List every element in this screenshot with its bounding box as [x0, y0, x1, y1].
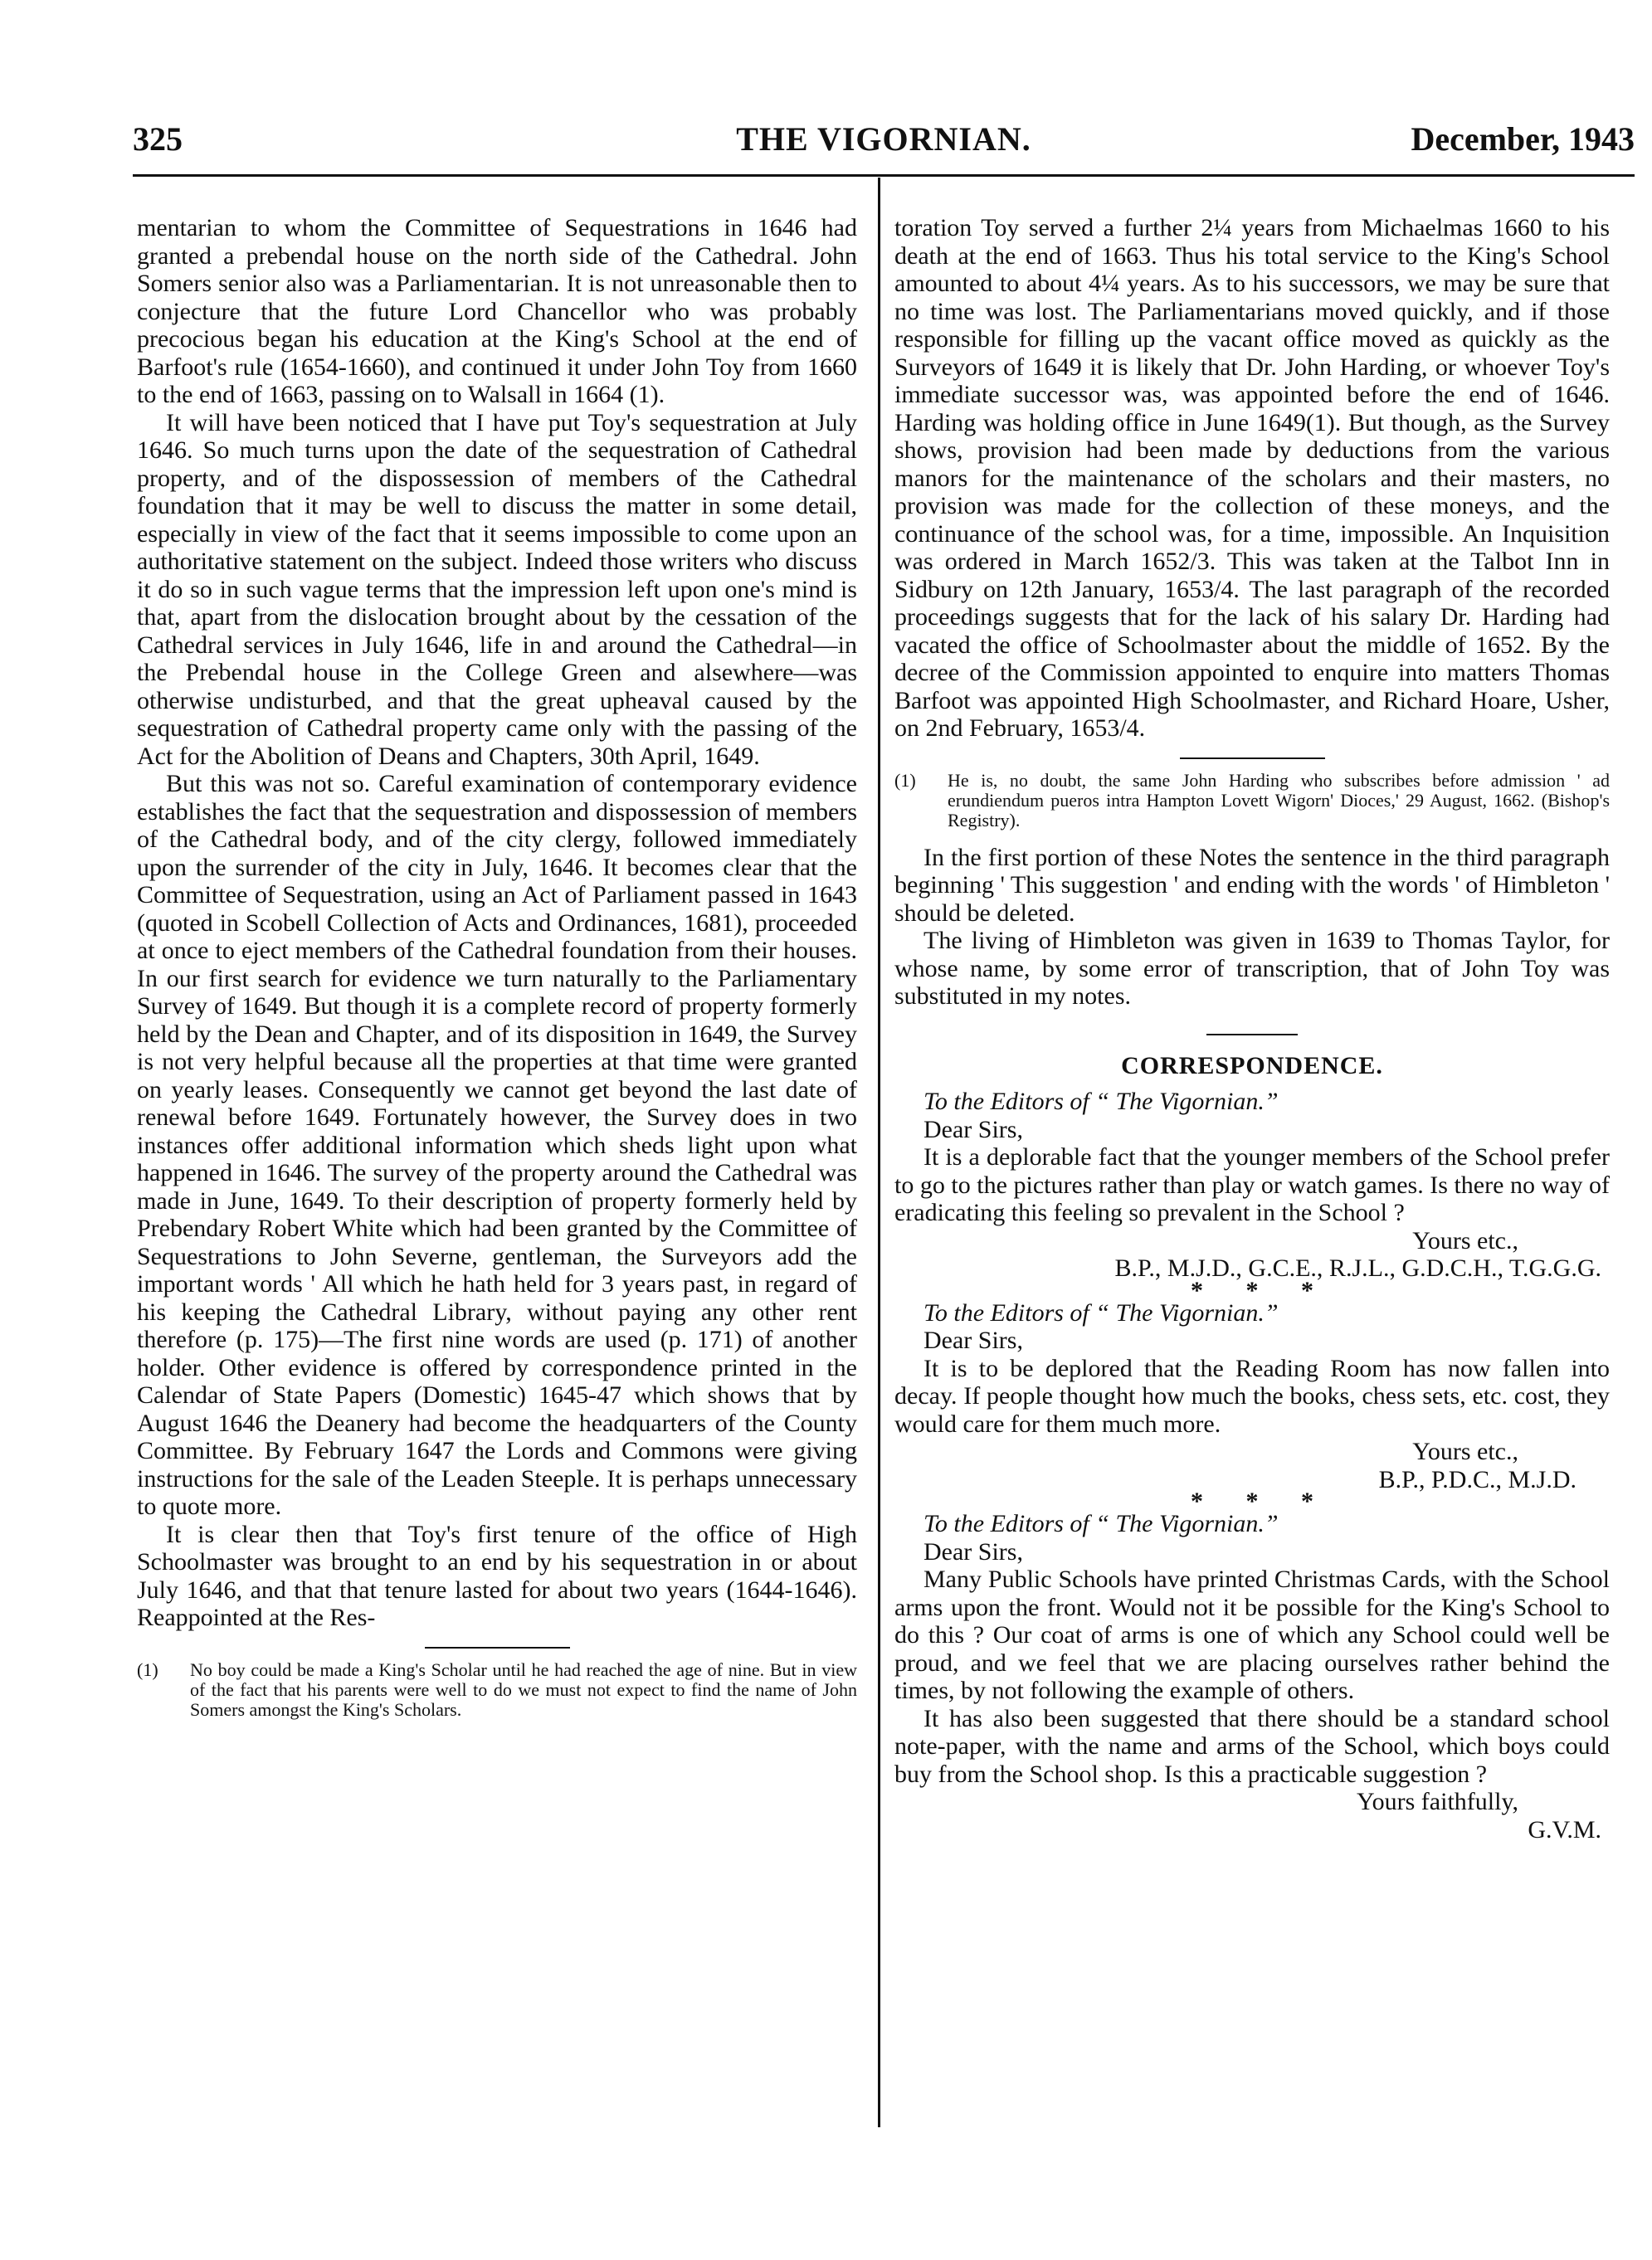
- letter-separator: * * *: [1191, 1488, 1332, 1515]
- body-paragraph: But this was not so. Careful examination of contemporary evidence establishes the fact that the sequestration and dispossession of members of the Cathedral body, and of the city clergy, followed immediately upon the surrender of the city in July, 1646. It becomes clear that the Committee of Sequestration, using an Act of Parliament passed in 1643 (quoted in Scobell Collection of Acts and Ordinances, 1681), proceeded at once to eject members of the Cathedral foundation from their houses. In our first search for evidence we turn naturally to the Parliamentary Survey of 1649. But though it is a complete record of property formerly held by the Dean and Chapter, and of its disposition in 1649, the Survey is not very helpful because all the properties at that time were granted on yearly leases. Consequently we cannot get beyond the last date of renewal before 1649. Fortunately however, the Survey does in two instances offer additional information which sheds light upon what happened in 1646. The survey of the property around the Cathedral was made in June, 1649. To their description of property formerly held by Prebendary Robert White which had been granted by the Committee of Sequestrations to John Severne, gentleman, the Surveyors add the important words ' All which he hath held for 3 years past, in regard of his keeping the Cathedral Library, without paying any other rent therefore (p. 175)—The first nine words are used (p. 171) of another holder. Other evidence is offered by correspondence printed in the Calendar of State Papers (Domestic) 1645-47 which shows that by August 1646 the Deanery had become the headquarters of the County Committee. By February 1647 the Lords and Commons were giving instructions for the sale of the Leaden Steeple. It is perhaps unnecessary to quote more.: [137, 770, 857, 1520]
- letter-signatures: G.V.M.: [1528, 1815, 1601, 1844]
- body-paragraph: toration Toy served a further 2¼ years from Michaelmas 1660 to his death at the end of 1663. Thus his total service to the King's School amounted to about 4¼ years. As to his successors, we may be sure that no time was lost. The Parliamentarians moved quickly, and if those responsible for filling up the vacant office moved as quickly as the Surveyors of 1649 it is likely that Dr. John Harding, or whoever Toy's immediate successor was, was appointed before the end of 1646. Harding was holding office in June 1649(1). But though, as the Survey shows, provision had been made by deductions from the various manors for the maintenance of the scholars and their masters, no provision was made for the collection of these moneys, and the continuance of the school was, for a time, impossible. An Inquisition was ordered in March 1652/3. This was taken at the Talbot Inn in Sidbury on 12th January, 1653/4. The last paragraph of the recorded proceedings suggests that for the lack of his salary Dr. Harding had vacated the office of Schoolmaster about the middle of 1652. By the decree of the Commission appointed to enquire into matters Thomas Barfoot was appointed High Schoolmaster, and Richard Hoare, Usher, on 2nd February, 1653/4.: [894, 214, 1610, 742]
- header-rule: [133, 174, 1635, 177]
- footnote-text: He is, no doubt, the same John Harding who subscribes before admission ' ad erundiendum pueros intra Hampton Lovett Wigorn' Dioces,' 29 August, 1662. (Bishop's Registry).: [948, 769, 1610, 830]
- letter-body: Many Public Schools have printed Christmas Cards, with the School arms upon the front. Would not it be possible for the King's School to do this ? Our coat of arms is one of which any School could well be proud, and we feel that we are placing ourselves rather behind the times, by not following the example of others.: [894, 1566, 1610, 1704]
- journal-title: THE VIGORNIAN.: [736, 120, 1031, 158]
- letter-address: To the Editors of “ The Vigornian.”: [923, 1510, 1279, 1537]
- issue-date: December, 1943: [1411, 120, 1635, 158]
- correspondence-heading: CORRESPONDENCE.: [894, 1034, 1610, 1080]
- footnote-rule: [425, 1647, 570, 1649]
- letter-body: It is to be deplored that the Reading Room has now fallen into decay. If people thought how much the books, chess sets, etc. cost, they would care for them much more.: [894, 1354, 1610, 1438]
- left-column: [137, 214, 857, 1720]
- page-number: 325: [133, 120, 183, 158]
- letter-salutation: Dear Sirs,: [923, 1537, 1023, 1566]
- body-paragraph: mentarian to whom the Committee of Sequestrations in 1646 had granted a prebendal house on the north side of the Cathedral. John Somers senior also was a Parliamentarian. It is not unreasonable then to conjecture that the future Lord Chancellor who was probably precocious began his education at the King's School at the end of Barfoot's rule (1654-1660), and continued it under John Toy from 1660 to the end of 1663, passing on to Walsall in 1664 (1).: [137, 214, 857, 408]
- footnote-text: No boy could be made a King's Scholar until he had reached the age of nine. But in view of the fact that his parents were well to do we must not expect to find the name of John Somers amongst the King's Scholars.: [190, 1658, 857, 1720]
- letter: [894, 1510, 1610, 1844]
- letter-signatures: B.P., M.J.D., G.C.E., R.J.L., G.D.C.H., T.G.G.G.: [1114, 1254, 1601, 1282]
- column-divider: [878, 178, 880, 2127]
- body-paragraph: It is clear then that Toy's first tenure of the office of High Schoolmaster was brought to an end by his sequestration in or about July 1646, and that that tenure lasted for about two years (1644-1646). Reappointed at the Res-: [137, 1520, 857, 1631]
- footnote: [894, 771, 1610, 830]
- running-header: [133, 120, 1635, 173]
- footnote-rule: [1180, 757, 1325, 759]
- letter-address: To the Editors of “ The Vigornian.”: [923, 1298, 1279, 1327]
- footnote-marker: (1): [137, 1658, 158, 1680]
- body-paragraph: It will have been noticed that I have put Toy's sequestration at July 1646. So much turns upon the date of the sequestration of Cathedral property, and of the dispossession of members of the Cathedral foundation that it may be well to discuss the matter in some detail, especially in view of the fact that it seems impossible to come upon an authoritative statement on the subject. Indeed those writers who discuss it do so in such vague terms that the impression left upon one's mind is that, apart from the dislocation brought about by the cessation of the Cathedral services in July 1646, life in and around the Cathedral—in the Prebendal house in the College Green and alsewhere—was otherwise undisturbed, and that the great upheaval caused by the sequestration of Cathedral property came only with the passing of the Act for the Abolition of Deans and Chapters, 30th April, 1649.: [137, 408, 857, 770]
- letter-salutation: Dear Sirs,: [923, 1115, 1023, 1143]
- letter-body: It is a deplorable fact that the younger members of the School prefer to go to the pictures rather than play or watch games. Is there no way of eradicating this feeling so prevalent in the School ?: [894, 1143, 1610, 1226]
- letter: [894, 1088, 1610, 1283]
- correction-paragraph: The living of Himbleton was given in 1639 to Thomas Taylor, for whose name, by some error of transcription, that of John Toy was substituted in my notes.: [894, 927, 1610, 1010]
- letter-salutation: Dear Sirs,: [923, 1327, 1023, 1354]
- letter-signoff: Yours faithfully,: [1356, 1788, 1518, 1815]
- letter-signatures: B.P., P.D.C., M.J.D.: [1378, 1465, 1576, 1493]
- footnote-marker: (1): [894, 769, 916, 791]
- footnote: [137, 1660, 857, 1720]
- letter-signoff: Yours etc.,: [1412, 1226, 1518, 1254]
- letter-signoff: Yours etc.,: [1412, 1438, 1518, 1465]
- letter-body: It has also been suggested that there should be a standard school note-paper, with the name and arms of the School, which boys could buy from the School shop. Is this a practicable suggestion ?: [894, 1704, 1610, 1788]
- letter-address: To the Editors of “ The Vigornian.”: [923, 1088, 1279, 1115]
- letter: [894, 1299, 1610, 1494]
- correction-paragraph: In the first portion of these Notes the sentence in the third paragraph beginning ' This suggestion ' and ending with the words ' of Himbleton ' should be deleted.: [894, 843, 1610, 927]
- right-column: [894, 214, 1610, 1844]
- letter-separator: * * *: [1191, 1276, 1332, 1304]
